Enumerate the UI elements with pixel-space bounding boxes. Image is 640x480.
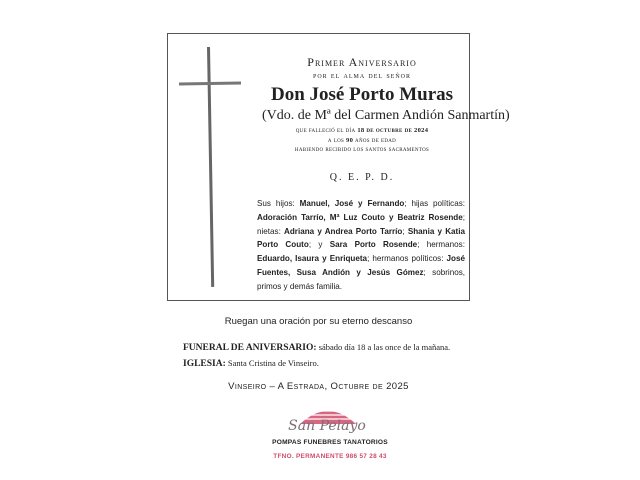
family-text: Sus hijos: xyxy=(257,199,300,208)
family-names: Sara Porto Rosende xyxy=(329,240,418,250)
church-line xyxy=(183,358,319,369)
phone-label: TFNO. PERMANENTE xyxy=(273,453,344,460)
widower-of: (Vdo. de Mª del Carmen Andión Sanmartín) xyxy=(262,108,510,123)
company-name: POMPAS FUNEBRES TANATORIOS xyxy=(272,439,388,446)
family-paragraph xyxy=(257,197,465,294)
qepd: Q. E. P. D. xyxy=(329,172,395,183)
family-names: Eduardo, Isaura y Enriqueta xyxy=(257,254,368,264)
family-text: ; hermanos políticos: xyxy=(367,254,447,264)
funeral-value: sábado día 18 a las once de la mañana. xyxy=(316,342,451,352)
family-text: ; nietas: xyxy=(257,212,465,236)
family-text: ; sobrinos, primos y demás familia. xyxy=(257,267,466,291)
age-line xyxy=(262,137,462,144)
phone-number: 986 57 28 43 xyxy=(345,453,387,460)
church-value: Santa Cristina de Vinseiro. xyxy=(225,358,319,368)
family-names: Shania y Katia Porto Couto xyxy=(257,226,465,250)
anniversary-subtitle: por el alma del señor xyxy=(312,70,411,80)
logo-text: San Pelayo xyxy=(288,418,366,434)
deceased-name: Don José Porto Muras xyxy=(270,84,454,105)
family-names: Adoración Tarrío, Mª Luz Couto y Beatriz Rosende xyxy=(257,212,463,222)
sacraments-line: habiendo recibido los santos sacramentos xyxy=(294,146,430,153)
funeral-label: FUNERAL DE ANIVERSARIO: xyxy=(183,343,317,353)
death-date-prefix: que falleció el día xyxy=(295,127,358,134)
church-label: IGLESIA: xyxy=(183,359,226,369)
prayer-request: Ruegan una oración por su eterno descanso xyxy=(224,316,413,327)
place-date: Vinseiro – A Estrada, Octubre de 2025 xyxy=(228,381,409,392)
family-text: ; xyxy=(402,226,408,236)
family-names: Manuel, José y Fernando xyxy=(299,199,405,208)
age-prefix: a los xyxy=(327,137,347,144)
family-text: ; hijas políticas: xyxy=(404,199,465,208)
death-date-line xyxy=(262,127,462,134)
death-date: 18 de octubre de 2024 xyxy=(357,127,429,134)
family-text: ; y xyxy=(308,240,330,250)
funeral-line xyxy=(183,342,450,353)
family-names: José Fuentes, Susa Andión y Jesús Gómez xyxy=(257,254,465,277)
family-text: ; hermanos: xyxy=(417,240,465,250)
age-suffix: años de edad xyxy=(353,137,397,144)
age-value: 90 xyxy=(346,137,354,144)
family-names: Adriana y Andrea Porto Tarrío xyxy=(284,226,403,236)
anniversary-title: Primer Aniversario xyxy=(307,55,417,69)
company-phone-line xyxy=(230,453,430,460)
